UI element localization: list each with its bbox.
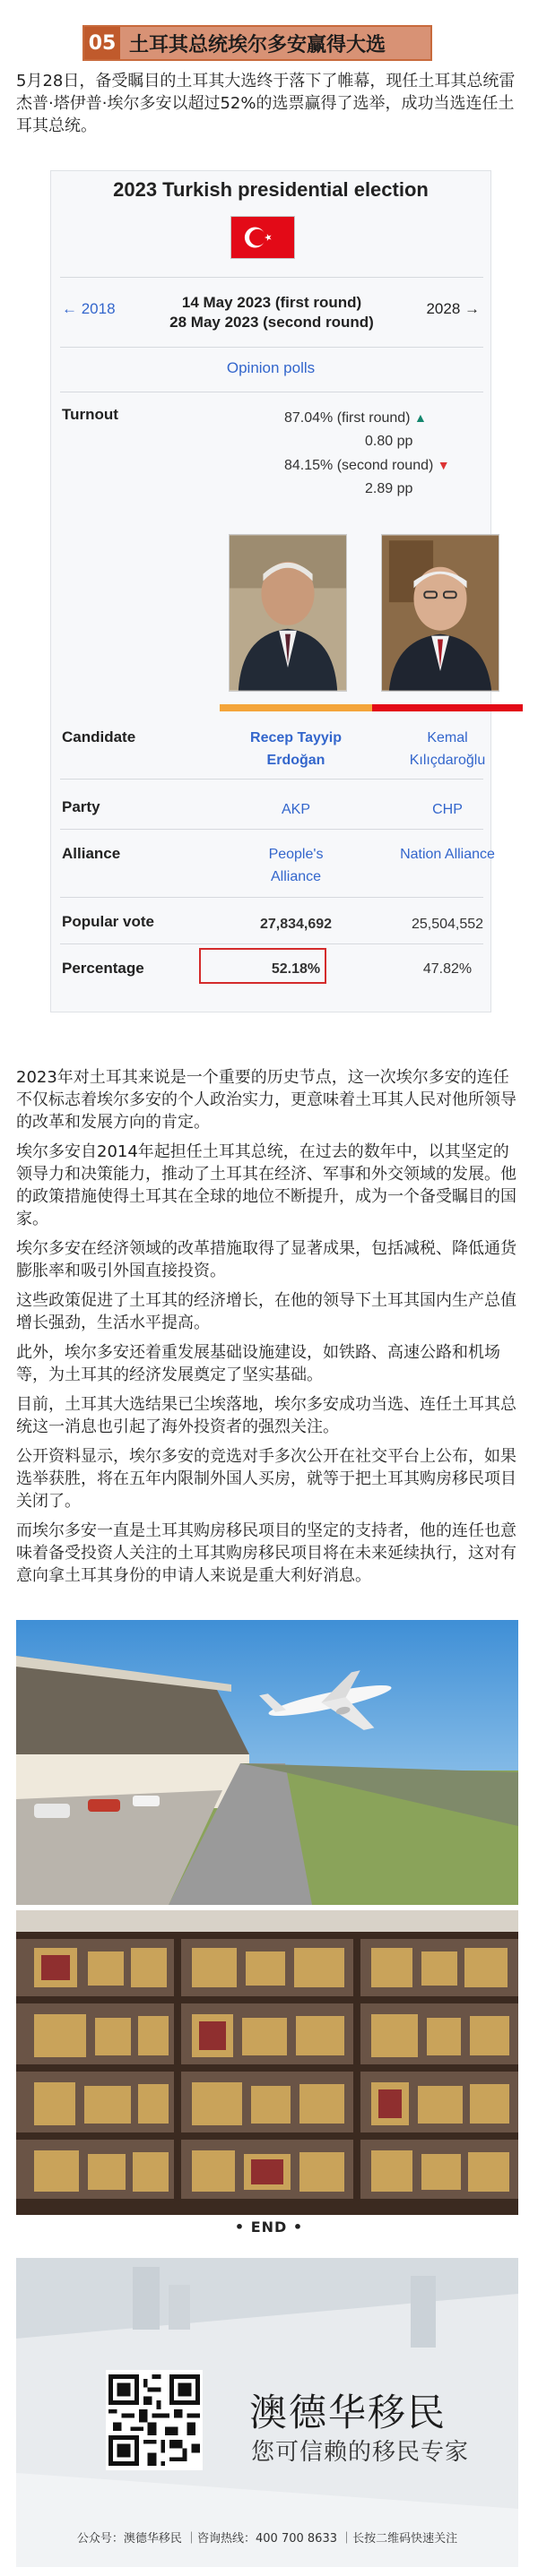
popular-vote-kilicdaroglu: 25,504,552 (411, 917, 484, 932)
divider (60, 277, 483, 278)
article-paragraph: 目前，土耳其大选结果已尘埃落地，埃尔多安成功当选、连任土耳其总统这一消息也引起了海外投资者的强烈关注。 (16, 1395, 516, 1436)
alliance-kilicdaroglu[interactable]: Nation Alliance (400, 847, 495, 862)
turnout-values (284, 406, 490, 501)
percentage-erdogan: 52.18% (271, 961, 321, 977)
divider (60, 829, 483, 830)
increase-arrow-icon: ▲ (413, 410, 427, 425)
turkey-flag-icon (230, 216, 295, 259)
turnout-first-change: 0.80 pp (365, 434, 413, 449)
candidate-row-label: Candidate (62, 728, 136, 745)
brand-name: 澳德华移民 (249, 2391, 447, 2434)
candidate-photo-erdogan (229, 534, 347, 692)
section-header (82, 25, 432, 61)
article-paragraph: 埃尔多安在经济领域的改革措施取得了显著成果，包括减税、降低通货膨胀率和吸引外国直接投资。 (16, 1239, 516, 1280)
turnout-label: Turnout (62, 406, 118, 423)
next-election-link[interactable]: 2028 → (426, 300, 480, 317)
turnout-second: 84.15% (second round) (284, 458, 434, 473)
opinion-polls-link[interactable]: Opinion polls (226, 359, 316, 376)
divider (60, 897, 483, 898)
popular-vote-row-label: Popular vote (62, 913, 154, 930)
candidate-name-line: Kılıçdaroğlu (409, 753, 486, 768)
party-kilicdaroglu[interactable]: CHP (432, 802, 463, 817)
percentage-kilicdaroglu: 47.82% (422, 961, 473, 977)
akp-color-bar (220, 704, 372, 711)
article-paragraph: 而埃尔多安一直是土耳其购房移民项目的坚定的支持者，他的连任也意味着备受投资人关注的土耳其购房移民项目将在未来延续执行，这对有意向拿土耳其身份的申请人来说是重大利好消息。 (16, 1521, 516, 1585)
brand-tagline: 您可信赖的移民专家 (251, 2439, 470, 2466)
article-paragraph: 公开资料显示，埃尔多安的竞选对手多次公开在社交平台上公布，如果选举获胜，将在五年内限制外国人买房，就等于把土耳其购房移民项目关闭了。 (16, 1447, 516, 1511)
section-title: 土耳其总统埃尔多安赢得大选 (129, 33, 386, 56)
section-number: 05 (84, 27, 120, 59)
party-erdogan[interactable]: AKP (281, 802, 310, 817)
popular-vote-erdogan: 27,834,692 (259, 917, 333, 932)
alliance-line: Alliance (270, 869, 322, 884)
article-paragraph: 2023年对土耳其来说是一个重要的历史节点，这一次埃尔多安的连任不仅标志着埃尔多安的个人政治实力，更意味着土耳其人民对他所领导的改革和发展方向的肯定。 (16, 1068, 516, 1132)
contact-footer: 公众号：澳德华移民 ｜咨询热线：400 700 8633 ｜长按二维码快速关注 (76, 2532, 458, 2546)
second-round-date: 28 May 2023 (second round) (169, 314, 374, 331)
divider (60, 347, 483, 348)
candidate-name-kilicdaroglu[interactable] (372, 727, 523, 771)
alliance-erdogan[interactable] (220, 843, 372, 888)
turnout-first: 87.04% (first round) (284, 410, 411, 426)
airport-photo (16, 1620, 518, 1905)
article-body (16, 1066, 518, 1594)
promo-banner (16, 2258, 518, 2567)
decrease-arrow-icon: ▼ (437, 458, 450, 472)
winner-percentage-highlight (199, 948, 326, 984)
candidate-name-line: Kemal (427, 730, 468, 745)
percentage-row-label: Percentage (62, 960, 144, 977)
divider (60, 779, 483, 780)
election-dates (141, 293, 403, 332)
party-row-label: Party (62, 798, 100, 815)
end-marker: • END • (234, 2218, 304, 2236)
candidate-photo-kilicdaroglu (381, 534, 499, 692)
first-round-date: 14 May 2023 (first round) (181, 294, 362, 311)
alliance-row-label: Alliance (62, 845, 121, 862)
prev-election-link[interactable]: ← 2018 (62, 300, 116, 317)
article-paragraph: 这些政策促进了土耳其的经济增长，在他的领导下土耳其国内生产总值增长强劲，生活水平提高。 (16, 1291, 516, 1332)
alliance-line: People's (268, 847, 324, 862)
candidate-name-erdogan[interactable] (220, 727, 372, 771)
article-paragraph: 埃尔多安自2014年起担任土耳其总统，在过去的数年中，以其坚定的领导力和决策能力，推动了土耳其在经济、军事和外交领域的发展。他的政策措施使得土耳其在全球的地位不断提升，成为一个备受瞩目的国家。 (16, 1142, 516, 1228)
certificates-wall-photo (16, 1910, 518, 2215)
candidate-name-line: Erdoğan (266, 753, 325, 768)
election-infobox (50, 170, 495, 1012)
article-paragraph: 此外，埃尔多安还着重发展基础设施建设，如铁路、高速公路和机场等，为土耳其的经济发展奠定了坚实基础。 (16, 1343, 500, 1384)
qr-code[interactable] (106, 2370, 203, 2470)
chp-color-bar (372, 704, 523, 711)
infobox-title: 2023 Turkish presidential election (113, 178, 429, 201)
divider (60, 943, 483, 944)
candidate-name-line: Recep Tayyip (250, 730, 342, 745)
turnout-second-change: 2.89 pp (365, 481, 413, 496)
intro-paragraph: 5月28日，备受瞩目的土耳其大选终于落下了帷幕，现任土耳其总统雷杰普·塔伊普·埃尔多安以超过52%的选票赢得了选举，成功当选连任土耳其总统。 (16, 72, 516, 135)
